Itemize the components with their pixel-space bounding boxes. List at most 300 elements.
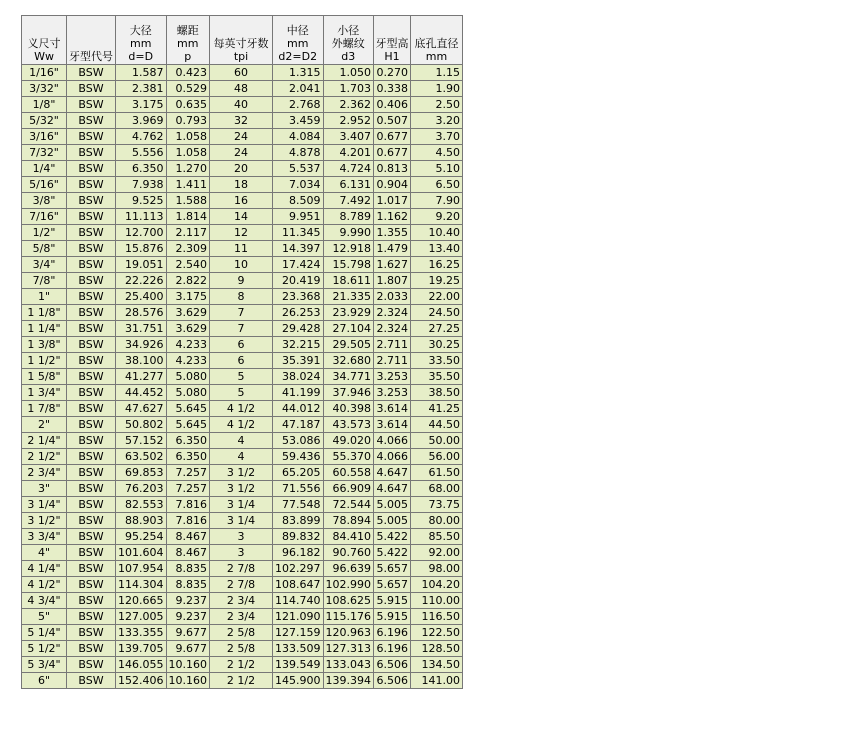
cell-minor-diameter: 6.131 bbox=[323, 177, 374, 193]
cell-pitch: 4.233 bbox=[166, 337, 210, 353]
table-row bbox=[22, 465, 463, 481]
cell-pitch-diameter: 32.215 bbox=[273, 337, 324, 353]
cell-minor-diameter: 21.335 bbox=[323, 289, 374, 305]
header-thread-code: 牙型代号 bbox=[67, 16, 116, 65]
header-row bbox=[22, 16, 463, 65]
cell-minor-diameter: 1.703 bbox=[323, 81, 374, 97]
cell-nominal-size: 2 1/2" bbox=[22, 449, 67, 465]
table-row bbox=[22, 129, 463, 145]
cell-pitch: 8.835 bbox=[166, 577, 210, 593]
cell-pitch-diameter: 11.345 bbox=[273, 225, 324, 241]
cell-thread-code: BSW bbox=[67, 577, 116, 593]
bsw-table-container bbox=[21, 15, 463, 689]
cell-major-diameter: 88.903 bbox=[116, 513, 167, 529]
cell-tap-drill: 61.50 bbox=[411, 465, 463, 481]
cell-pitch-diameter: 4.084 bbox=[273, 129, 324, 145]
table-row bbox=[22, 321, 463, 337]
cell-thread-height: 1.162 bbox=[374, 209, 411, 225]
cell-major-diameter: 12.700 bbox=[116, 225, 167, 241]
cell-tap-drill: 56.00 bbox=[411, 449, 463, 465]
cell-pitch-diameter: 1.315 bbox=[273, 65, 324, 81]
cell-major-diameter: 11.113 bbox=[116, 209, 167, 225]
cell-thread-height: 2.711 bbox=[374, 353, 411, 369]
cell-thread-code: BSW bbox=[67, 401, 116, 417]
cell-tpi: 2 1/2 bbox=[210, 657, 273, 673]
cell-major-diameter: 41.277 bbox=[116, 369, 167, 385]
cell-tap-drill: 19.25 bbox=[411, 273, 463, 289]
cell-thread-code: BSW bbox=[67, 321, 116, 337]
cell-minor-diameter: 127.313 bbox=[323, 641, 374, 657]
cell-pitch-diameter: 38.024 bbox=[273, 369, 324, 385]
cell-major-diameter: 4.762 bbox=[116, 129, 167, 145]
cell-pitch-diameter: 77.548 bbox=[273, 497, 324, 513]
cell-major-diameter: 63.502 bbox=[116, 449, 167, 465]
cell-nominal-size: 7/32" bbox=[22, 145, 67, 161]
cell-tpi: 20 bbox=[210, 161, 273, 177]
cell-major-diameter: 107.954 bbox=[116, 561, 167, 577]
cell-thread-height: 0.406 bbox=[374, 97, 411, 113]
table-row bbox=[22, 209, 463, 225]
cell-pitch: 8.835 bbox=[166, 561, 210, 577]
cell-minor-diameter: 72.544 bbox=[323, 497, 374, 513]
cell-tap-drill: 27.25 bbox=[411, 321, 463, 337]
cell-major-diameter: 15.876 bbox=[116, 241, 167, 257]
cell-tap-drill: 30.25 bbox=[411, 337, 463, 353]
cell-thread-code: BSW bbox=[67, 673, 116, 689]
cell-thread-code: BSW bbox=[67, 145, 116, 161]
cell-tap-drill: 80.00 bbox=[411, 513, 463, 529]
cell-thread-code: BSW bbox=[67, 497, 116, 513]
cell-tpi: 4 1/2 bbox=[210, 401, 273, 417]
cell-thread-code: BSW bbox=[67, 305, 116, 321]
cell-pitch: 9.677 bbox=[166, 641, 210, 657]
cell-pitch-diameter: 133.509 bbox=[273, 641, 324, 657]
cell-minor-diameter: 27.104 bbox=[323, 321, 374, 337]
cell-tap-drill: 92.00 bbox=[411, 545, 463, 561]
cell-major-diameter: 76.203 bbox=[116, 481, 167, 497]
cell-tpi: 7 bbox=[210, 321, 273, 337]
cell-minor-diameter: 2.952 bbox=[323, 113, 374, 129]
cell-minor-diameter: 4.724 bbox=[323, 161, 374, 177]
cell-thread-height: 3.253 bbox=[374, 369, 411, 385]
cell-pitch: 7.257 bbox=[166, 465, 210, 481]
table-row bbox=[22, 641, 463, 657]
cell-pitch: 2.822 bbox=[166, 273, 210, 289]
cell-thread-height: 2.324 bbox=[374, 321, 411, 337]
cell-thread-code: BSW bbox=[67, 641, 116, 657]
cell-nominal-size: 5/32" bbox=[22, 113, 67, 129]
cell-tap-drill: 110.00 bbox=[411, 593, 463, 609]
cell-nominal-size: 4 3/4" bbox=[22, 593, 67, 609]
cell-tap-drill: 5.10 bbox=[411, 161, 463, 177]
cell-tap-drill: 134.50 bbox=[411, 657, 463, 673]
table-row bbox=[22, 577, 463, 593]
cell-thread-code: BSW bbox=[67, 81, 116, 97]
cell-thread-code: BSW bbox=[67, 161, 116, 177]
cell-tap-drill: 4.50 bbox=[411, 145, 463, 161]
cell-tpi: 16 bbox=[210, 193, 273, 209]
header-major-diameter: 大径 mm d=D bbox=[116, 16, 167, 65]
cell-major-diameter: 22.226 bbox=[116, 273, 167, 289]
cell-pitch: 5.080 bbox=[166, 369, 210, 385]
table-row bbox=[22, 353, 463, 369]
cell-pitch: 1.270 bbox=[166, 161, 210, 177]
cell-minor-diameter: 23.929 bbox=[323, 305, 374, 321]
cell-tpi: 24 bbox=[210, 129, 273, 145]
cell-major-diameter: 19.051 bbox=[116, 257, 167, 273]
cell-major-diameter: 69.853 bbox=[116, 465, 167, 481]
cell-thread-code: BSW bbox=[67, 529, 116, 545]
cell-thread-code: BSW bbox=[67, 657, 116, 673]
cell-pitch: 8.467 bbox=[166, 545, 210, 561]
cell-thread-code: BSW bbox=[67, 353, 116, 369]
cell-pitch-diameter: 2.041 bbox=[273, 81, 324, 97]
table-row bbox=[22, 481, 463, 497]
cell-minor-diameter: 4.201 bbox=[323, 145, 374, 161]
cell-thread-height: 0.677 bbox=[374, 129, 411, 145]
cell-thread-height: 3.614 bbox=[374, 417, 411, 433]
cell-nominal-size: 1 3/8" bbox=[22, 337, 67, 353]
table-row bbox=[22, 561, 463, 577]
cell-nominal-size: 1 3/4" bbox=[22, 385, 67, 401]
cell-minor-diameter: 7.492 bbox=[323, 193, 374, 209]
cell-tpi: 6 bbox=[210, 353, 273, 369]
cell-nominal-size: 5 1/4" bbox=[22, 625, 67, 641]
cell-tpi: 2 7/8 bbox=[210, 577, 273, 593]
cell-nominal-size: 1 1/8" bbox=[22, 305, 67, 321]
cell-thread-height: 6.506 bbox=[374, 657, 411, 673]
cell-pitch-diameter: 7.034 bbox=[273, 177, 324, 193]
cell-minor-diameter: 2.362 bbox=[323, 97, 374, 113]
cell-minor-diameter: 120.963 bbox=[323, 625, 374, 641]
cell-tap-drill: 10.40 bbox=[411, 225, 463, 241]
cell-pitch: 2.540 bbox=[166, 257, 210, 273]
cell-nominal-size: 5 3/4" bbox=[22, 657, 67, 673]
cell-tap-drill: 116.50 bbox=[411, 609, 463, 625]
cell-tpi: 32 bbox=[210, 113, 273, 129]
cell-nominal-size: 2 1/4" bbox=[22, 433, 67, 449]
cell-nominal-size: 3/8" bbox=[22, 193, 67, 209]
table-row bbox=[22, 673, 463, 689]
header-thread-height: 牙型高 H1 bbox=[374, 16, 411, 65]
cell-thread-code: BSW bbox=[67, 273, 116, 289]
cell-thread-height: 1.807 bbox=[374, 273, 411, 289]
cell-minor-diameter: 60.558 bbox=[323, 465, 374, 481]
cell-pitch-diameter: 17.424 bbox=[273, 257, 324, 273]
cell-tpi: 60 bbox=[210, 65, 273, 81]
cell-nominal-size: 1" bbox=[22, 289, 67, 305]
cell-nominal-size: 3 3/4" bbox=[22, 529, 67, 545]
table-row bbox=[22, 305, 463, 321]
cell-thread-height: 4.066 bbox=[374, 449, 411, 465]
header-nominal-size: 义尺寸 Ww bbox=[22, 16, 67, 65]
cell-thread-height: 2.324 bbox=[374, 305, 411, 321]
cell-thread-code: BSW bbox=[67, 433, 116, 449]
cell-tpi: 2 1/2 bbox=[210, 673, 273, 689]
cell-thread-height: 5.915 bbox=[374, 609, 411, 625]
cell-tap-drill: 50.00 bbox=[411, 433, 463, 449]
cell-tpi: 2 5/8 bbox=[210, 641, 273, 657]
cell-major-diameter: 133.355 bbox=[116, 625, 167, 641]
header-pitch-diameter: 中径 mm d2=D2 bbox=[273, 16, 324, 65]
cell-minor-diameter: 84.410 bbox=[323, 529, 374, 545]
cell-tpi: 3 1/2 bbox=[210, 465, 273, 481]
cell-thread-height: 5.005 bbox=[374, 513, 411, 529]
cell-major-diameter: 114.304 bbox=[116, 577, 167, 593]
cell-tap-drill: 38.50 bbox=[411, 385, 463, 401]
cell-pitch: 5.080 bbox=[166, 385, 210, 401]
table-row bbox=[22, 161, 463, 177]
cell-thread-height: 0.904 bbox=[374, 177, 411, 193]
cell-pitch: 10.160 bbox=[166, 673, 210, 689]
cell-pitch-diameter: 3.459 bbox=[273, 113, 324, 129]
cell-minor-diameter: 32.680 bbox=[323, 353, 374, 369]
cell-major-diameter: 152.406 bbox=[116, 673, 167, 689]
cell-major-diameter: 127.005 bbox=[116, 609, 167, 625]
cell-tpi: 24 bbox=[210, 145, 273, 161]
cell-pitch: 10.160 bbox=[166, 657, 210, 673]
cell-tap-drill: 44.50 bbox=[411, 417, 463, 433]
cell-tap-drill: 2.50 bbox=[411, 97, 463, 113]
cell-minor-diameter: 18.611 bbox=[323, 273, 374, 289]
cell-thread-code: BSW bbox=[67, 193, 116, 209]
cell-thread-height: 1.017 bbox=[374, 193, 411, 209]
cell-tpi: 4 1/2 bbox=[210, 417, 273, 433]
cell-thread-code: BSW bbox=[67, 129, 116, 145]
cell-major-diameter: 25.400 bbox=[116, 289, 167, 305]
cell-tpi: 3 1/4 bbox=[210, 513, 273, 529]
cell-tpi: 14 bbox=[210, 209, 273, 225]
cell-nominal-size: 2 3/4" bbox=[22, 465, 67, 481]
cell-pitch-diameter: 96.182 bbox=[273, 545, 324, 561]
cell-major-diameter: 38.100 bbox=[116, 353, 167, 369]
cell-tpi: 4 bbox=[210, 449, 273, 465]
cell-minor-diameter: 40.398 bbox=[323, 401, 374, 417]
cell-thread-height: 4.066 bbox=[374, 433, 411, 449]
cell-major-diameter: 3.969 bbox=[116, 113, 167, 129]
cell-minor-diameter: 34.771 bbox=[323, 369, 374, 385]
cell-pitch-diameter: 139.549 bbox=[273, 657, 324, 673]
table-row bbox=[22, 65, 463, 81]
cell-tap-drill: 98.00 bbox=[411, 561, 463, 577]
cell-tpi: 3 bbox=[210, 545, 273, 561]
cell-thread-code: BSW bbox=[67, 97, 116, 113]
cell-thread-code: BSW bbox=[67, 289, 116, 305]
cell-thread-code: BSW bbox=[67, 465, 116, 481]
cell-nominal-size: 3/4" bbox=[22, 257, 67, 273]
cell-tpi: 8 bbox=[210, 289, 273, 305]
cell-nominal-size: 1 5/8" bbox=[22, 369, 67, 385]
cell-major-diameter: 47.627 bbox=[116, 401, 167, 417]
cell-tap-drill: 122.50 bbox=[411, 625, 463, 641]
cell-major-diameter: 139.705 bbox=[116, 641, 167, 657]
cell-tpi: 2 3/4 bbox=[210, 609, 273, 625]
cell-thread-height: 0.813 bbox=[374, 161, 411, 177]
cell-thread-code: BSW bbox=[67, 609, 116, 625]
cell-tap-drill: 22.00 bbox=[411, 289, 463, 305]
cell-tap-drill: 3.20 bbox=[411, 113, 463, 129]
cell-nominal-size: 3 1/2" bbox=[22, 513, 67, 529]
cell-thread-code: BSW bbox=[67, 513, 116, 529]
cell-nominal-size: 3 1/4" bbox=[22, 497, 67, 513]
cell-pitch-diameter: 108.647 bbox=[273, 577, 324, 593]
cell-major-diameter: 82.553 bbox=[116, 497, 167, 513]
cell-thread-height: 5.657 bbox=[374, 561, 411, 577]
cell-nominal-size: 5/16" bbox=[22, 177, 67, 193]
cell-tpi: 2 3/4 bbox=[210, 593, 273, 609]
cell-pitch: 6.350 bbox=[166, 449, 210, 465]
cell-major-diameter: 3.175 bbox=[116, 97, 167, 113]
cell-tap-drill: 7.90 bbox=[411, 193, 463, 209]
cell-pitch: 7.816 bbox=[166, 497, 210, 513]
cell-major-diameter: 1.587 bbox=[116, 65, 167, 81]
cell-pitch: 9.677 bbox=[166, 625, 210, 641]
cell-pitch: 6.350 bbox=[166, 433, 210, 449]
cell-nominal-size: 6" bbox=[22, 673, 67, 689]
cell-pitch: 3.629 bbox=[166, 321, 210, 337]
cell-pitch-diameter: 2.768 bbox=[273, 97, 324, 113]
table-row bbox=[22, 257, 463, 273]
cell-major-diameter: 28.576 bbox=[116, 305, 167, 321]
cell-thread-code: BSW bbox=[67, 241, 116, 257]
cell-pitch-diameter: 26.253 bbox=[273, 305, 324, 321]
cell-tpi: 3 1/2 bbox=[210, 481, 273, 497]
cell-pitch: 3.629 bbox=[166, 305, 210, 321]
table-row bbox=[22, 177, 463, 193]
table-row bbox=[22, 417, 463, 433]
cell-minor-diameter: 66.909 bbox=[323, 481, 374, 497]
cell-tap-drill: 128.50 bbox=[411, 641, 463, 657]
cell-thread-height: 2.033 bbox=[374, 289, 411, 305]
cell-major-diameter: 50.802 bbox=[116, 417, 167, 433]
cell-tap-drill: 85.50 bbox=[411, 529, 463, 545]
cell-major-diameter: 95.254 bbox=[116, 529, 167, 545]
cell-tpi: 9 bbox=[210, 273, 273, 289]
cell-thread-height: 5.422 bbox=[374, 529, 411, 545]
table-row bbox=[22, 241, 463, 257]
cell-pitch-diameter: 47.187 bbox=[273, 417, 324, 433]
cell-thread-code: BSW bbox=[67, 257, 116, 273]
cell-tap-drill: 3.70 bbox=[411, 129, 463, 145]
table-row bbox=[22, 545, 463, 561]
cell-thread-height: 1.355 bbox=[374, 225, 411, 241]
table-row bbox=[22, 609, 463, 625]
cell-pitch-diameter: 83.899 bbox=[273, 513, 324, 529]
cell-pitch: 5.645 bbox=[166, 417, 210, 433]
cell-pitch: 1.058 bbox=[166, 129, 210, 145]
cell-thread-code: BSW bbox=[67, 209, 116, 225]
cell-pitch: 0.529 bbox=[166, 81, 210, 97]
cell-minor-diameter: 49.020 bbox=[323, 433, 374, 449]
cell-minor-diameter: 12.918 bbox=[323, 241, 374, 257]
cell-pitch-diameter: 5.537 bbox=[273, 161, 324, 177]
cell-minor-diameter: 108.625 bbox=[323, 593, 374, 609]
cell-thread-code: BSW bbox=[67, 337, 116, 353]
cell-tpi: 11 bbox=[210, 241, 273, 257]
cell-minor-diameter: 8.789 bbox=[323, 209, 374, 225]
cell-pitch-diameter: 9.951 bbox=[273, 209, 324, 225]
table-row bbox=[22, 497, 463, 513]
cell-pitch: 5.645 bbox=[166, 401, 210, 417]
cell-nominal-size: 7/16" bbox=[22, 209, 67, 225]
table-row bbox=[22, 369, 463, 385]
cell-nominal-size: 1/4" bbox=[22, 161, 67, 177]
cell-tap-drill: 35.50 bbox=[411, 369, 463, 385]
table-row bbox=[22, 449, 463, 465]
cell-pitch-diameter: 4.878 bbox=[273, 145, 324, 161]
cell-thread-code: BSW bbox=[67, 385, 116, 401]
cell-minor-diameter: 139.394 bbox=[323, 673, 374, 689]
cell-pitch: 1.058 bbox=[166, 145, 210, 161]
cell-nominal-size: 1/2" bbox=[22, 225, 67, 241]
cell-pitch: 8.467 bbox=[166, 529, 210, 545]
cell-tpi: 2 7/8 bbox=[210, 561, 273, 577]
cell-major-diameter: 34.926 bbox=[116, 337, 167, 353]
cell-tpi: 5 bbox=[210, 385, 273, 401]
cell-thread-height: 0.338 bbox=[374, 81, 411, 97]
table-row bbox=[22, 625, 463, 641]
table-row bbox=[22, 529, 463, 545]
cell-major-diameter: 7.938 bbox=[116, 177, 167, 193]
cell-tap-drill: 1.15 bbox=[411, 65, 463, 81]
cell-pitch-diameter: 121.090 bbox=[273, 609, 324, 625]
cell-tpi: 7 bbox=[210, 305, 273, 321]
cell-minor-diameter: 96.639 bbox=[323, 561, 374, 577]
cell-minor-diameter: 90.760 bbox=[323, 545, 374, 561]
cell-pitch: 7.816 bbox=[166, 513, 210, 529]
cell-thread-code: BSW bbox=[67, 449, 116, 465]
cell-major-diameter: 57.152 bbox=[116, 433, 167, 449]
cell-thread-height: 0.507 bbox=[374, 113, 411, 129]
cell-thread-code: BSW bbox=[67, 417, 116, 433]
table-body bbox=[22, 65, 463, 689]
cell-pitch: 9.237 bbox=[166, 609, 210, 625]
cell-pitch-diameter: 20.419 bbox=[273, 273, 324, 289]
cell-thread-height: 6.196 bbox=[374, 641, 411, 657]
cell-major-diameter: 146.055 bbox=[116, 657, 167, 673]
cell-pitch-diameter: 114.740 bbox=[273, 593, 324, 609]
cell-thread-height: 3.614 bbox=[374, 401, 411, 417]
cell-pitch-diameter: 71.556 bbox=[273, 481, 324, 497]
table-row bbox=[22, 193, 463, 209]
table-header bbox=[22, 16, 463, 65]
cell-minor-diameter: 37.946 bbox=[323, 385, 374, 401]
cell-nominal-size: 5" bbox=[22, 609, 67, 625]
cell-pitch-diameter: 65.205 bbox=[273, 465, 324, 481]
cell-pitch: 0.423 bbox=[166, 65, 210, 81]
cell-tpi: 10 bbox=[210, 257, 273, 273]
cell-thread-height: 4.647 bbox=[374, 481, 411, 497]
table-row bbox=[22, 145, 463, 161]
cell-major-diameter: 6.350 bbox=[116, 161, 167, 177]
cell-pitch: 9.237 bbox=[166, 593, 210, 609]
cell-pitch-diameter: 23.368 bbox=[273, 289, 324, 305]
cell-nominal-size: 2" bbox=[22, 417, 67, 433]
cell-pitch-diameter: 53.086 bbox=[273, 433, 324, 449]
cell-thread-height: 5.422 bbox=[374, 545, 411, 561]
cell-thread-code: BSW bbox=[67, 65, 116, 81]
cell-nominal-size: 5/8" bbox=[22, 241, 67, 257]
cell-tpi: 12 bbox=[210, 225, 273, 241]
table-row bbox=[22, 401, 463, 417]
cell-tpi: 48 bbox=[210, 81, 273, 97]
cell-pitch: 4.233 bbox=[166, 353, 210, 369]
cell-thread-code: BSW bbox=[67, 225, 116, 241]
table-row bbox=[22, 513, 463, 529]
cell-tap-drill: 41.25 bbox=[411, 401, 463, 417]
cell-minor-diameter: 55.370 bbox=[323, 449, 374, 465]
table-row bbox=[22, 81, 463, 97]
